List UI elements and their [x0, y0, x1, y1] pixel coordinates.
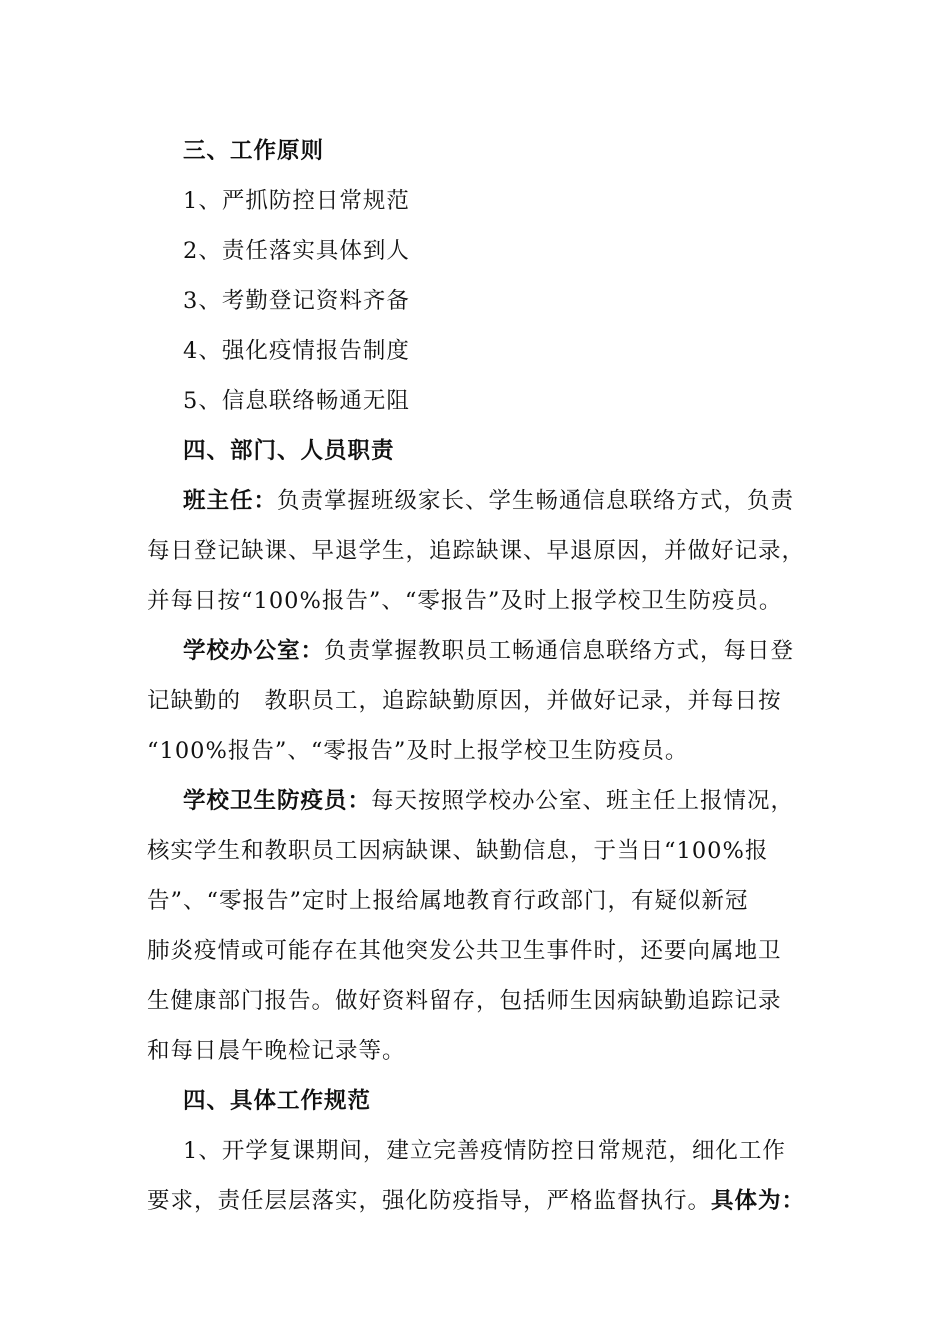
- principle-item-3: 3、考勤登记资料齐备: [183, 288, 410, 314]
- paragraph-health-officer-line-3: 告”、“零报告”定时上报给属地教育行政部门，有疑似新冠: [147, 888, 749, 914]
- paragraph-school-office-line-1: 学校办公室：负责掌握教职员工畅通信息联络方式，每日登: [183, 638, 795, 664]
- paragraph-class-teacher-line-2: 每日登记缺课、早退学生，追踪缺课、早退原因，并做好记录，: [147, 538, 806, 564]
- paragraph-work-norms-line-1: 1、开学复课期间，建立完善疫情防控日常规范，细化工作: [183, 1138, 786, 1164]
- paragraph-health-officer-line-1: 学校卫生防疫员：每天按照学校办公室、班主任上报情况，: [183, 788, 795, 814]
- paragraph-class-teacher-line-1: 班主任：负责掌握班级家长、学生畅通信息联络方式，负责: [183, 488, 795, 514]
- paragraph-health-officer-line-5: 生健康部门报告。做好资料留存，包括师生因病缺勤追踪记录: [147, 988, 782, 1014]
- paragraph-health-officer-line-2: 核实学生和教职员工因病缺课、缺勤信息，于当日“100%报: [147, 838, 769, 864]
- role-label-class-teacher: 班主任：: [183, 488, 278, 514]
- role-label-school-office: 学校办公室：: [183, 638, 325, 664]
- role-label-health-officer: 学校卫生防疫员：: [183, 788, 372, 814]
- paragraph-class-teacher-line-3: 并每日按“100%报告”、“零报告”及时上报学校卫生防疫员。: [147, 588, 783, 614]
- principle-item-5: 5、信息联络畅通无阻: [183, 388, 410, 414]
- principle-item-1: 1、严抓防控日常规范: [183, 188, 410, 214]
- bold-tail-text: 具体为：: [711, 1188, 806, 1214]
- paragraph-school-office-line-2: 记缺勤的 教职员工，追踪缺勤原因，并做好记录，并每日按: [147, 688, 782, 714]
- paragraph-health-officer-line-4: 肺炎疫情或可能存在其他突发公共卫生事件时，还要向属地卫: [147, 938, 782, 964]
- paragraph-school-office-line-3: “100%报告”、“零报告”及时上报学校卫生防疫员。: [147, 738, 689, 764]
- paragraph-health-officer-line-6: 和每日晨午晚检记录等。: [147, 1038, 406, 1064]
- section-heading-duties: 四、部门、人员职责: [183, 438, 395, 464]
- section-heading-work-norms: 四、具体工作规范: [183, 1088, 372, 1114]
- section-heading-principles: 三、工作原则: [183, 138, 325, 164]
- principle-item-2: 2、责任落实具体到人: [183, 238, 410, 264]
- principle-item-4: 4、强化疫情报告制度: [183, 338, 410, 364]
- paragraph-work-norms-line-2: 要求，责任层层落实，强化防疫指导，严格监督执行。具体为：: [147, 1188, 806, 1214]
